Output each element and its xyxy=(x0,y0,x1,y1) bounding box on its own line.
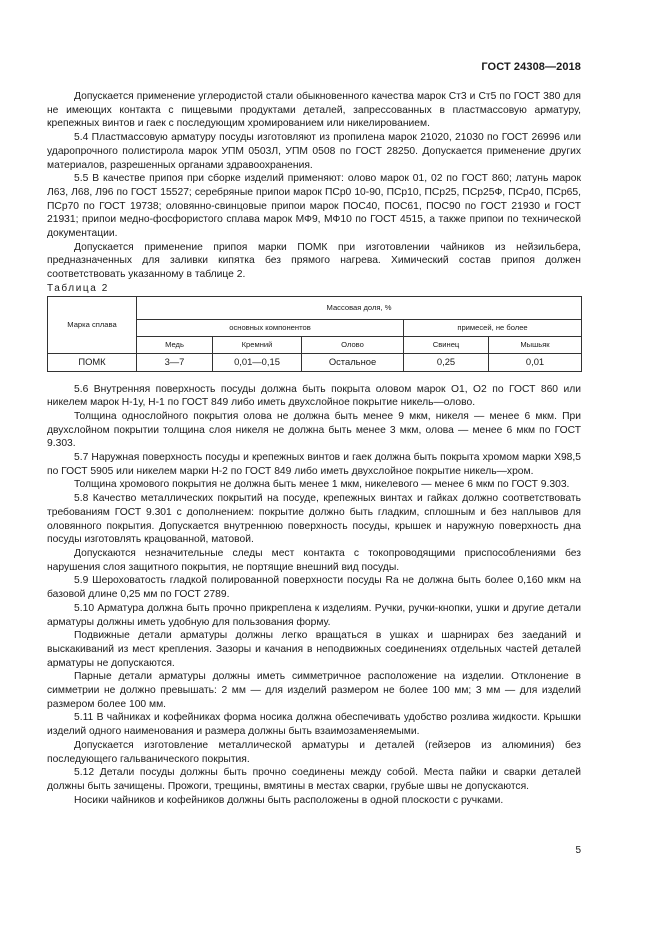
paragraph: 5.12 Детали посуды должны быть прочно соединены между собой. Места пайки и сварки деталей должны быть зачищены. Прожоги, трещины, вмятины в местах сварки, грубые швы не допускаются. xyxy=(47,767,581,792)
paragraph: 5.5 В качестве припоя при сборке изделий применяют: олово марок 01, 02 по ГОСТ 860; латунь марок Л63, Л68, Л96 по ГОСТ 15527; серебряные припои марок ПСр0 10-90, ПСр10, ПСр25, ПСр25Ф, ПСр40, ПСр65, ПСр70 по ГОСТ 19738; оловянно-свинцовые припои марок ПОС40, ПОС61, ПОС90 по ГОСТ 21930 и ГОСТ 21931; припои медно-фосфористого сплава марок МФ9, МФ10 по ГОСТ 4515, а также припои по технической документации. xyxy=(47,173,581,240)
page-number: 5 xyxy=(575,845,581,856)
table-cell: ПОМК xyxy=(48,353,137,371)
paragraph: Толщина однослойного покрытия олова не должна быть менее 9 мкм, никеля — менее 6 мкм. При двухслойном покрытии толщина слоя никеля не должна быть менее 3 мкм, олова — менее 6 мкм по ГОСТ 9.303. xyxy=(47,410,581,450)
paragraph: Допускается изготовление металлической арматуры и деталей (гейзеров из алюминия) без последующего гальванического покрытия. xyxy=(47,739,581,765)
brand-header: Марка сплава xyxy=(48,296,137,353)
table-cell: 3—7 xyxy=(137,353,213,371)
paragraph: 5.4 Пластмассовую арматуру посуды изготовляют из пропилена марок 21020, 21030 по ГОСТ 26996 или ударопрочного полистирола марок УПМ 0503Л, УПМ 0508 по ГОСТ 28250. Допускается применение других материалов, разрешенных органами здравоохранения. xyxy=(47,132,581,171)
paragraph: Подвижные детали арматуры должны легко вращаться в ушках и шарнирах без заеданий и выскакиваний из мест крепления. Зазоры и качания в неподвижных соединениях отдельных частей деталей арматуры не допускаются. xyxy=(47,630,581,669)
paragraph: Допускается применение углеродистой стали обыкновенного качества марок Ст3 и Ст5 по ГОСТ 380 для не имеющих контакта с пищевыми продуктами деталей, запрессованных в пластмассовую арматуру, крепежных винтов и гаек с последующим хромированием или никелированием. xyxy=(47,91,581,130)
paragraph: 5.10 Арматура должна быть прочно прикреплена к изделиям. Ручки, ручки-кнопки, ушки и другие детали арматуры должны иметь удобную для пользования форму. xyxy=(47,602,581,628)
paragraph: Допускается применение припоя марки ПОМК при изготовлении чайников из нейзильбера, предназначенных для заливки кипятка без прямого нагрева. Химический состав припоя должен соответствовать указанному в таблице 2. xyxy=(47,241,581,281)
paragraph: 5.8 Качество металлических покрытий на посуде, крепежных винтах и гайках должно соответствовать требованиям ГОСТ 9.301 с дополнением: покрытие должно быть гладким, сплошным и без наплывов для оловянного покрытия. Допускается внутреннюю поверхность посуды, крышек и наружную поверхность дна посуды изготовлять крацованной, матовой. xyxy=(47,493,581,546)
mass-fraction-header: Массовая доля, % xyxy=(137,296,582,319)
paragraph: 5.7 Наружная поверхность посуды и крепежных винтов и гаек должна быть покрыта хромом марки Х98,5 по ГОСТ 5905 или никелем марки Н-2 по ГОСТ 849 либо иметь двухслойное покрытие никель—хром. xyxy=(47,452,581,477)
column-header: Кремний xyxy=(213,336,302,353)
table-row xyxy=(48,353,582,371)
impurities-header: примесей, не более xyxy=(404,319,582,336)
main-components-header: основных компонентов xyxy=(137,319,404,336)
column-header: Медь xyxy=(137,336,213,353)
paragraph: Толщина хромового покрытия не должна быть менее 1 мкм, никелевого — менее 6 мкм по ГОСТ 9.303. xyxy=(74,479,570,491)
paragraph: Допускаются незначительные следы мест контакта с токопроводящими приспособлениями без нарушения слоя защитного покрытия, не портящие внешний вид посуды. xyxy=(47,547,581,573)
table-cell: 0,01—0,15 xyxy=(213,353,302,371)
table-cell: 0,25 xyxy=(404,353,489,371)
table-title: Таблица 2 xyxy=(47,282,109,294)
document-body xyxy=(47,90,581,807)
table-cell: Остальное xyxy=(302,353,404,371)
paragraph: 5.6 Внутренняя поверхность посуды должна быть покрыта оловом марок О1, О2 по ГОСТ 860 или никелем марок Н-1у, Н-1 по ГОСТ 849 либо иметь двухслойное покрытие никель—олово. xyxy=(47,383,581,409)
paragraph: 5.9 Шероховатость гладкой полированной поверхности посуды Ra не должна быть более 0,160 мкм на базовой длине 0,25 мм по ГОСТ 2789. xyxy=(47,575,581,601)
paragraph: 5.11 В чайниках и кофейниках форма носика должна обеспечивать удобство розлива жидкости. Крышки изделий одного наименования и размера должны быть взаимозаменяемыми. xyxy=(47,712,581,738)
paragraph: Носики чайников и кофейников должны быть расположены в одной плоскости с ручками. xyxy=(74,794,504,806)
column-header: Свинец xyxy=(404,336,489,353)
composition-table xyxy=(47,296,582,372)
column-header: Мышьяк xyxy=(489,336,582,353)
paragraph: Парные детали арматуры должны иметь симметричное расположение на изделии. Отклонение в симметрии не должно превышать: 2 мм — для изделий размером не более 100 мм; 3 мм — для изделий размером более 100 мм. xyxy=(47,671,581,710)
table-cell: 0,01 xyxy=(489,353,582,371)
document-header: ГОСТ 24308—2018 xyxy=(481,61,581,73)
column-header: Олово xyxy=(302,336,404,353)
